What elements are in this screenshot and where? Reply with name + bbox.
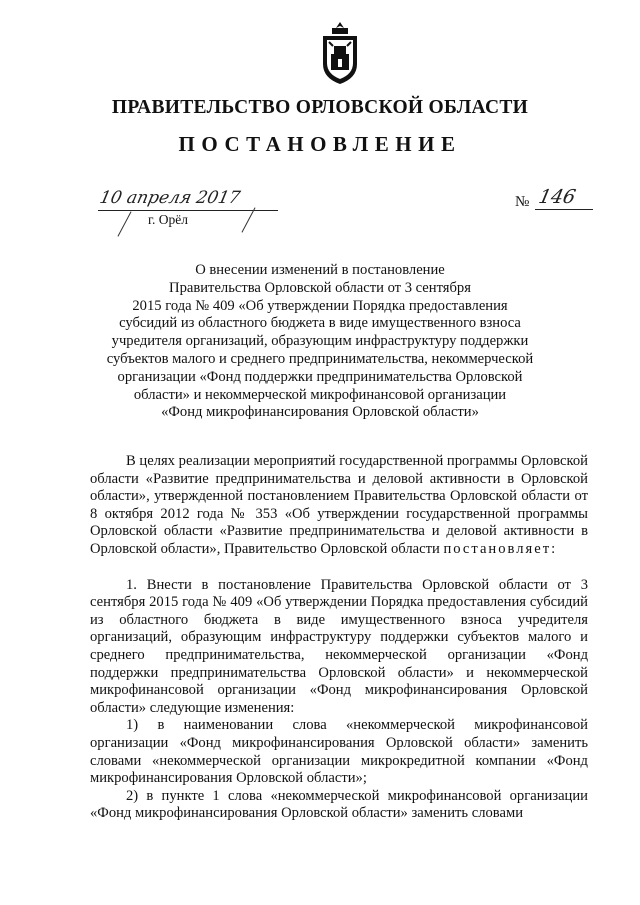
subject-line: организации «Фонд поддержки предпринимательства Орловской bbox=[117, 368, 523, 385]
intro-verb: постановляет: bbox=[443, 540, 558, 557]
intro-paragraph bbox=[90, 453, 588, 559]
subject-line: О внесении изменений в постановление bbox=[195, 262, 445, 278]
subject-line: субъектов малого и среднего предпринимательства, некоммерческой bbox=[106, 350, 534, 367]
date-bracket-right bbox=[241, 207, 255, 232]
coat-of-arms-icon bbox=[317, 20, 363, 86]
handwritten-date: 10 апреля 2017 bbox=[97, 188, 242, 208]
city-label: г. Орёл bbox=[148, 212, 188, 227]
decree-body bbox=[90, 453, 588, 823]
document-number bbox=[515, 188, 605, 218]
date-bracket-left bbox=[117, 211, 131, 236]
decree-subject bbox=[100, 262, 540, 422]
subitem-2-paragraph: 2) в пункте 1 слова «некоммерческой микрофинансовой организации «Фонд микрофинансирования Орловской области» заменить словами bbox=[90, 787, 588, 822]
item-1-paragraph: 1. Внести в постановление Правительства Орловской области от 3 сентября 2015 года № 409 «Об утверждении Порядка предоставления субсидий из областного бюджета в виде имущественного взноса учредителя организаций, образующим инфраструктуру поддержки субъектов малого и среднего предпринимательства, некоммерческой организации «Фонд поддержки предпринимательства Орловской области» и некоммерческой микрофинансовой организации «Фонд микрофинансирования Орловской области» следующие изменения: bbox=[90, 576, 588, 716]
date-block bbox=[98, 188, 283, 236]
handwritten-number: 146 bbox=[536, 186, 578, 208]
subject-line: области» и некоммерческой микрофинансовой организации bbox=[133, 386, 507, 403]
subject-line: Правительства Орловской области от 3 сентября bbox=[169, 279, 471, 296]
government-title: ПРАВИТЕЛЬСТВО ОРЛОВСКОЙ ОБЛАСТИ bbox=[111, 97, 529, 118]
intro-text: В целях реализации мероприятий государственной программы Орловской области «Развитие предпринимательства и деловой активности в Орловской области», утвержденной постановлением Правительства Орловской области от 8 октября 2012 года № 353 «Об утверждении государственной программы Орловской области «Развитие предпринимательства и деловой активности в Орловской области», Правительство Орловской области bbox=[90, 453, 588, 557]
number-sign: № bbox=[515, 194, 530, 210]
subject-line: субсидий из областного бюджета в виде имущественного взноса bbox=[119, 315, 521, 332]
subject-line: учредителя организаций, образующим инфраструктуру поддержки bbox=[111, 333, 529, 350]
subject-line: 2015 года № 409 «Об утверждении Порядка предоставления bbox=[132, 297, 508, 314]
number-underline bbox=[535, 209, 593, 210]
subitem-1-paragraph: 1) в наименовании слова «некоммерческой микрофинансовой организации «Фонд микрофинансирования Орловской области» заменить словами «некоммерческой организации микрокредитной компании «Фонд микрофинансирования Орловской области»; bbox=[90, 717, 588, 787]
subject-line: «Фонд микрофинансирования Орловской области» bbox=[161, 404, 479, 421]
date-underline bbox=[98, 210, 278, 211]
document-type-title: ПОСТАНОВЛЕНИЕ bbox=[178, 132, 462, 156]
